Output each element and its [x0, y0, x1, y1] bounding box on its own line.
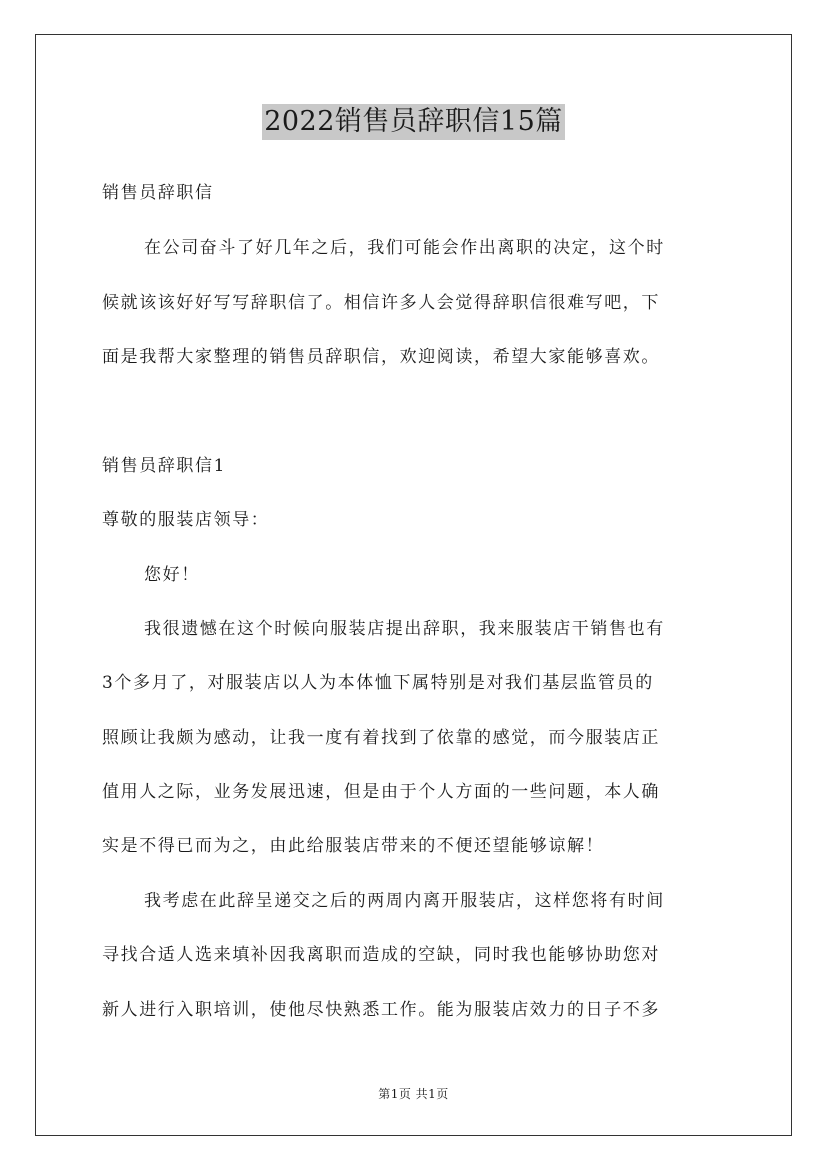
document-title: 2022销售员辞职信15篇	[262, 104, 565, 140]
paragraph-line: 照顾让我颇为感动，让我一度有着找到了依靠的感觉，而今服装店正	[102, 728, 660, 748]
paragraph-line: 寻找合适人选来填补因我离职而造成的空缺，同时我也能够协助您对	[102, 945, 660, 965]
subtitle: 销售员辞职信	[102, 183, 214, 203]
title-container	[0, 104, 827, 140]
intro-line: 候就该该好好写写辞职信了。相信许多人会觉得辞职信很难写吧，下	[102, 293, 660, 313]
salutation: 尊敬的服装店领导：	[102, 510, 270, 530]
paragraph-line: 新人进行入职培训，使他尽快熟悉工作。能为服装店效力的日子不多	[102, 1000, 660, 1020]
intro-line: 面是我帮大家整理的销售员辞职信，欢迎阅读，希望大家能够喜欢。	[102, 347, 660, 367]
paragraph-line: 我考虑在此辞呈递交之后的两周内离开服装店，这样您将有时间	[144, 891, 665, 911]
intro-line: 在公司奋斗了好几年之后，我们可能会作出离职的决定，这个时	[144, 238, 665, 258]
paragraph-line: 值用人之际，业务发展迅速，但是由于个人方面的一些问题，本人确	[102, 782, 660, 802]
paragraph-line: 我很遗憾在这个时候向服装店提出辞职，我来服装店干销售也有	[144, 619, 665, 639]
paragraph-line: 3个多月了，对服装店以人为本体恤下属特别是对我们基层监管员的	[102, 673, 654, 693]
paragraph-line: 实是不得已而为之，由此给服装店带来的不便还望能够谅解！	[102, 836, 605, 856]
page-footer: 第1页 共1页	[378, 1087, 449, 1101]
section-heading: 销售员辞职信1	[102, 456, 227, 476]
greeting: 您好！	[144, 565, 200, 585]
